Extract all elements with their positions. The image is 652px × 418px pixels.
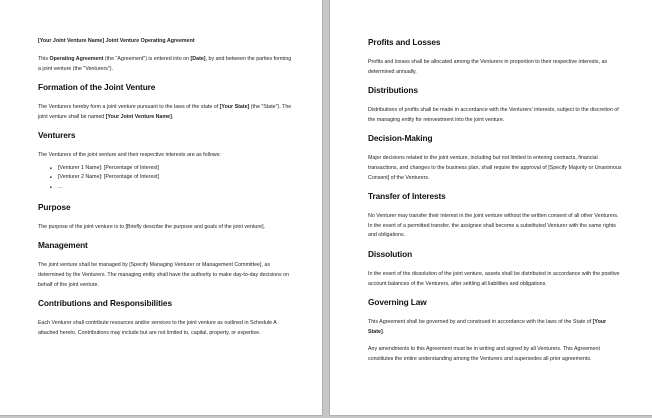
state-placeholder: [Your State]: [219, 104, 250, 111]
amendments-paragraph: Any amendments to this Agreement must be in writing and signed by all Venturers. This Agreement constitutes the entire understanding among the Venturers and supersedes all prior agreements.: [368, 346, 600, 362]
heading-decision-making: Decision-Making: [368, 133, 433, 144]
purpose-paragraph: The purpose of the joint venture is to [Briefly describe the purpose and goals of the joint venture].: [38, 223, 266, 230]
heading-purpose: Purpose: [38, 201, 71, 212]
formation-text: The Venturers hereby form a joint venture pursuant to the laws of the state of: [38, 104, 220, 111]
heading-management: Management: [38, 240, 88, 251]
profits-paragraph: Profits and losses shall be allocated among the Venturers in proportion to their respective interests, as determined annually.: [368, 59, 608, 75]
intro-text: , by and between the parties forming a joint venture (the "Venturers").: [38, 56, 292, 72]
transfer-paragraph: No Venturer may transfer their interest in the joint venture without the written consent of all other Venturers. In the event of a permitted transfer, the assignee shall become a substituted Venturer with the same rights and obligations.: [368, 213, 619, 239]
heading-governing-law: Governing Law: [368, 297, 427, 308]
governing-paragraph: [368, 318, 622, 337]
management-paragraph: The joint venture shall be managed by [Specify Managing Venturer or Management Committee], as determined by the Venturers. The managing entity shall have the authority to make day-to-day decisions on behalf of the joint venture.: [38, 262, 290, 288]
venturer-list-item: ■ ...: [52, 183, 292, 192]
intro-text: This: [38, 56, 50, 62]
venture-name-placeholder: [Your Joint Venture Name]: [105, 113, 172, 120]
intro-bold-term: Operating Agreement: [49, 56, 104, 62]
heading-formation: Formation of the Joint Venture: [38, 82, 156, 93]
page-2-content: [368, 37, 622, 373]
heading-venturers: Venturers: [38, 130, 76, 141]
governing-text: .: [382, 328, 385, 335]
dissolution-paragraph: In the event of the dissolution of the joint venture, assets shall be distributed in accordance with the positive account balances of the Venturers, after settling all liabilities and obligations.: [368, 270, 620, 287]
document-page-1: [0, 0, 323, 416]
intro-date-placeholder: [Date]: [190, 56, 206, 62]
document-page-2: [329, 0, 652, 416]
heading-contributions: Contributions and Responsibilities: [38, 298, 172, 309]
formation-text: (the "State"). The joint venture shall be named: [38, 104, 292, 120]
heading-profits: Profits and Losses: [368, 37, 441, 47]
page-1-content: [38, 38, 292, 346]
heading-distributions: Distributions: [368, 85, 418, 96]
formation-paragraph: [38, 103, 292, 122]
venturers-paragraph: The Venturers of the joint venture and their respective interests are as follows:: [38, 152, 221, 159]
intro-paragraph: [38, 55, 292, 74]
state-placeholder: [Your State]: [368, 319, 607, 335]
distributions-paragraph: Distributions of profits shall be made in accordance with the Venturers' interests, subject to the discretion of the managing entity for reinvestment into the joint venture.: [368, 107, 619, 123]
heading-dissolution: Dissolution: [368, 248, 413, 259]
intro-text: (the "Agreement") is entered into on: [103, 56, 191, 62]
venturer-list-item: ■ [Venturer 2 Name]: [Percentage of Interest]: [52, 173, 292, 182]
formation-text: .: [171, 113, 174, 120]
venturers-list: [38, 164, 292, 192]
venturer-list-item: ■ [Venturer 1 Name]: [Percentage of Interest]: [52, 164, 292, 173]
decision-paragraph: Major decisions related to the joint venture, including but not limited to entering contracts, financial transactions, and changes to the business plan, shall require the approval of [Specify Majority or Unanimous Consent] of the Venturers.: [368, 155, 622, 181]
contributions-paragraph: Each Venturer shall contribute resources and/or services to the joint venture as outlined in Schedule A attached hereto. Contributions may include but are not limited to, capital, property, or expertise.: [38, 320, 277, 336]
document-title: [Your Joint Venture Name] Joint Venture Operating Agreement: [38, 38, 195, 44]
governing-text: This Agreement shall be governed by and construed in accordance with the laws of the State of: [368, 319, 593, 326]
heading-transfer: Transfer of Interests: [368, 191, 446, 202]
